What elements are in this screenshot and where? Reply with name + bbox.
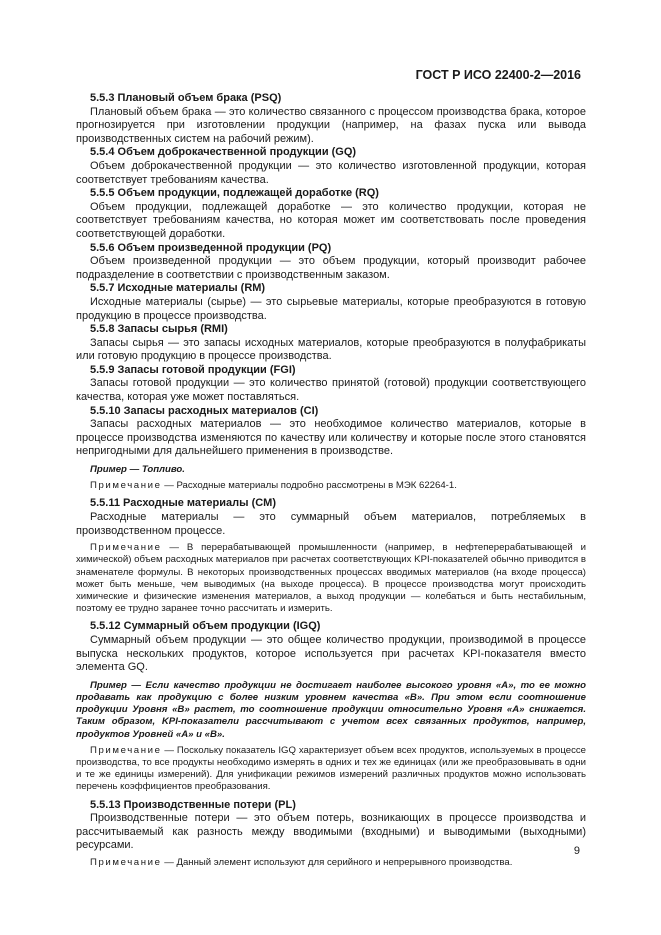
section-5-5-13-body: Производственные потери — это объем потерь, возникающих в процессе производства и рассчитываемый как разность между вводимыми (входными) и выводимыми (выходными) ресурсами. (76, 812, 586, 852)
section-5-5-7-title: 5.5.7 Исходные материалы (RM) (90, 282, 266, 295)
section-5-5-10-note (76, 480, 586, 492)
section-5-5-12-body: Суммарный объем продукции — это общее количество продукции, производимой в процессе выпуска нескольких продуктов, которое используется при расчетах KPI-показателя вместо элемента GQ. (76, 634, 586, 674)
section-5-5-13-title: 5.5.13 Производственные потери (PL) (90, 798, 296, 811)
note-text: — Расходные материалы подробно рассмотрены в МЭК 62264-1. (161, 480, 457, 492)
section-5-5-4-body: Объем доброкачественной продукции — это количество изготовленной продукции, которая соответствует требованиям качества. (76, 159, 586, 186)
note-text: — В перерабатывающей промышленности (например, в нефтеперерабатывающей и химической) объем расходных материалов при расчетах соответствующих KPI-показателей обычно приводится в знаменателе формулы. В некоторых производственных процессах вводимых материалов (на входе процесса) может быть меньше, чем выводимых (на выходе процесса). В процессе производства могут происходить химические и физические изменения материалов, а выход продукции — колебаться и быть нестабильным, поэтому ее трудно заранее точно рассчитать и измерить. (76, 542, 586, 615)
document-header: ГОСТ Р ИСО 22400-2—2016 (415, 68, 581, 82)
section-5-5-3-body: Плановый объем брака — это количество связанного с процессом производства брака, которое прогнозируется при изготовлении продукции (например, на фазах пуска или вывода производственных систем на рабочий режим). (76, 105, 586, 145)
section-5-5-8-title: 5.5.8 Запасы сырья (RMI) (90, 323, 228, 336)
section-5-5-11-note (76, 542, 586, 615)
section-5-5-12-note (76, 745, 586, 794)
note-label: Примечание (90, 542, 162, 554)
section-5-5-5-body: Объем продукции, подлежащей доработке — это количество продукции, которая не соответствует требованиям качества, но которая может им соответствовать после проведения соответствующей доработки. (76, 200, 586, 240)
section-5-5-11-title: 5.5.11 Расходные материалы (CM) (90, 497, 277, 510)
section-5-5-10-body: Запасы расходных материалов — это необходимое количество материалов, которые в процессе производства изменяются по качеству или количеству и которые после этого становятся непригодными для дальнейшего применения в производстве. (76, 418, 586, 458)
section-5-5-6-body: Объем произведенной продукции — это объем продукции, который производит рабочее подразделение в соответствии с производственным заказом. (76, 255, 586, 281)
section-5-5-10-example: Пример — Топливо. (90, 464, 185, 476)
section-5-5-9-body: Запасы готовой продукции — это количество принятой (готовой) продукции соответствующего качества, которая уже может поставляться. (76, 377, 586, 404)
section-5-5-5-title: 5.5.5 Объем продукции, подлежащей доработке (RQ) (90, 187, 379, 200)
section-5-5-3-title: 5.5.3 Плановый объем брака (PSQ) (90, 92, 282, 104)
note-text: — Поскольку показатель IGQ характеризует объем всех продуктов, используемых в процессе производства, то все продукты необходимо измерять в одних и тех же единицах (или же преобразовывать в одни и те же единицы измерений). Для унификации режимов измерений различных продуктов можно использовать перечень коэффициентов преобразования. (76, 744, 586, 793)
section-5-5-13-note (76, 857, 586, 869)
note-label: Примечание (90, 744, 162, 756)
section-5-5-9-title: 5.5.9 Запасы готовой продукции (FGI) (90, 363, 296, 376)
section-5-5-8-body: Запасы сырья — это запасы исходных материалов, которые преобразуются в полуфабрикаты или готовую продукцию в процессе производства. (76, 336, 586, 363)
section-5-5-4-title: 5.5.4 Объем доброкачественной продукции (GQ) (90, 146, 357, 159)
section-5-5-12-example: Пример — Если качество продукции не достигает наиболее высокого уровня «А», то ее можно продавать как продукцию с более низким уровнем качества «В». При этом если соотношение продукции Уровня «В» растет, то соотношение продукции относительно Уровня «А» снижается. Таким образом, KPI-показатели рассчитывают с учетом всех связанных продуктов, например, продуктов Уровней «А» и «В». (76, 679, 586, 740)
note-label: Примечание (90, 480, 162, 492)
section-5-5-10-title: 5.5.10 Запасы расходных материалов (CI) (90, 404, 319, 417)
page-body (76, 92, 586, 873)
note-text: — Данный элемент используют для серийного и непрерывного производства. (161, 857, 513, 869)
section-5-5-11-body: Расходные материалы — это суммарный объем материалов, потребляемых в производственном процессе. (76, 511, 586, 537)
section-5-5-6-title: 5.5.6 Объем произведенной продукции (PQ) (90, 241, 332, 254)
section-5-5-7-body: Исходные материалы (сырье) — это сырьевые материалы, которые преобразуются в готовую продукцию в процессе производства. (76, 295, 586, 322)
note-label: Примечание (90, 857, 162, 869)
page-number: 9 (573, 845, 580, 857)
section-5-5-12-title: 5.5.12 Суммарный объем продукции (IGQ) (90, 620, 321, 633)
